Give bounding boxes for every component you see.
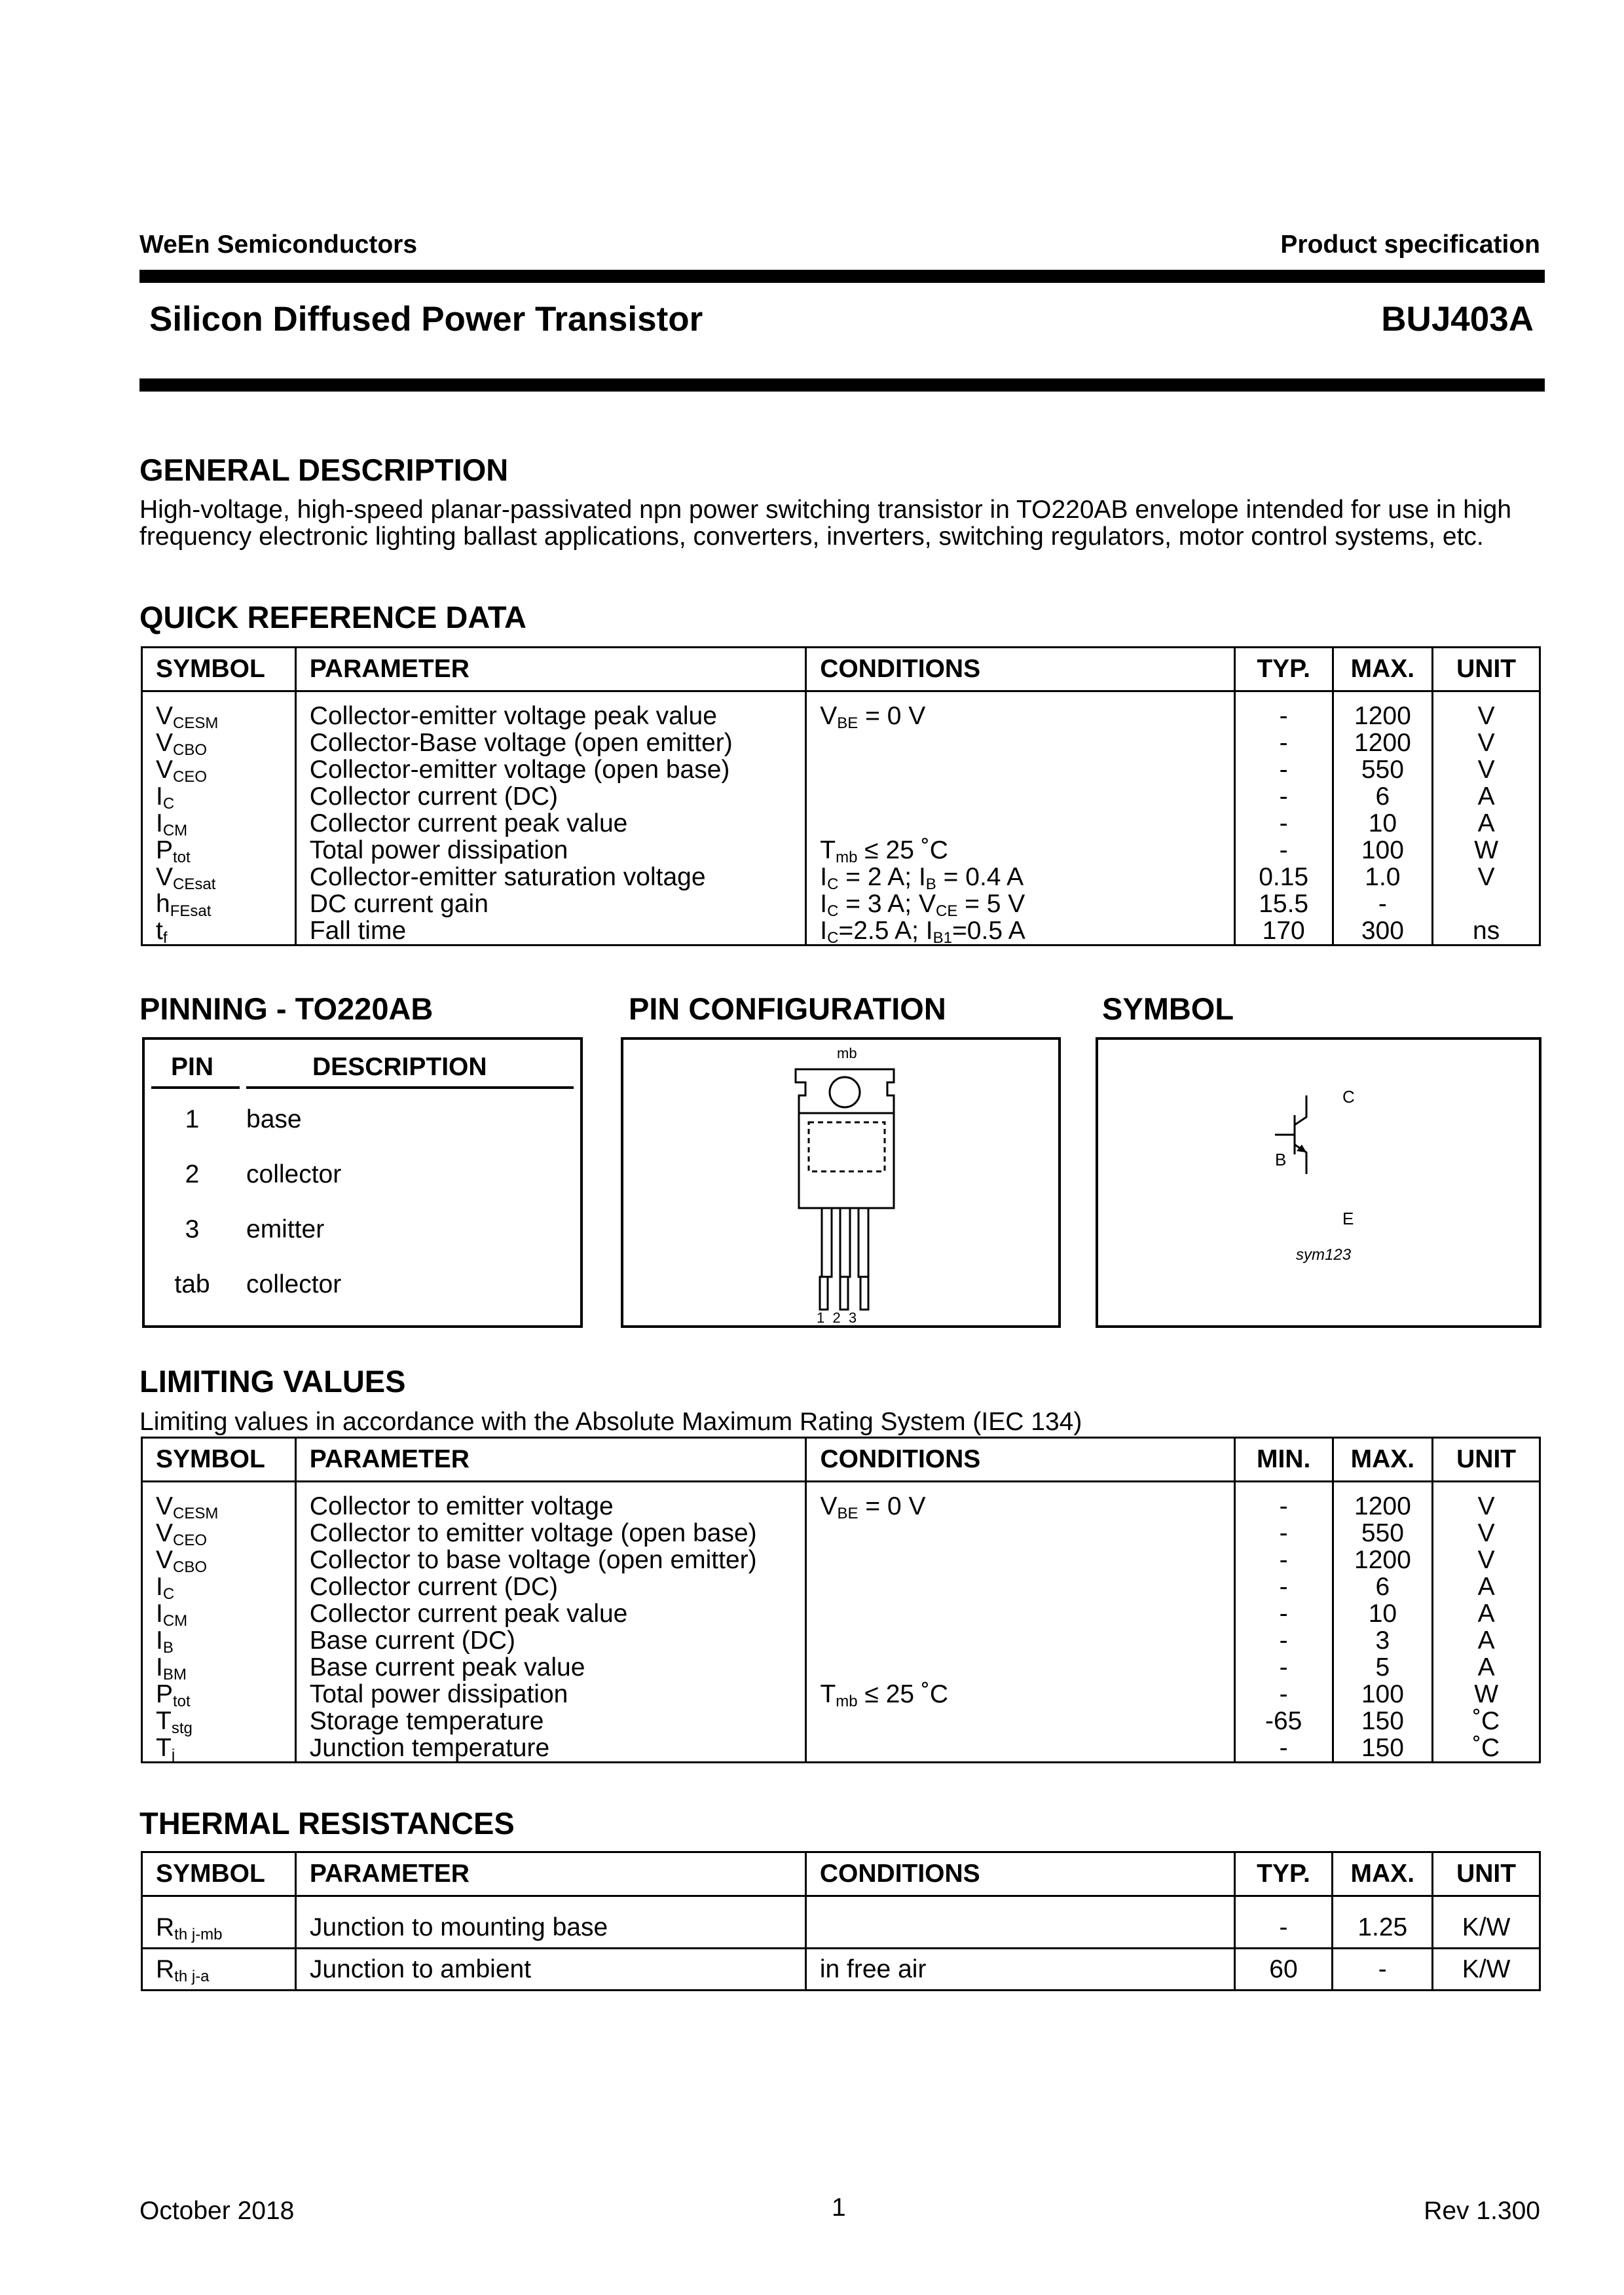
npn-transistor-symbol <box>1098 1040 1539 1325</box>
max-cell: 100 <box>1333 1681 1433 1708</box>
symbol-cell: $V_{CEO}$ <box>142 1520 296 1547</box>
table-row <box>142 1627 1540 1654</box>
conditions-cell <box>806 1573 1234 1600</box>
max-cell: 550 <box>1333 1520 1433 1547</box>
symbol-cell: $T_j$ <box>142 1735 296 1763</box>
desc-header-rule <box>246 1086 574 1089</box>
unit-cell: K/W <box>1433 1949 1540 1991</box>
pin-description: collector <box>246 1160 342 1188</box>
leads-upper <box>822 1208 868 1277</box>
pin-column-header: PIN <box>171 1053 214 1081</box>
table-row <box>142 756 1540 783</box>
general-description-heading: GENERAL DESCRIPTION <box>139 452 509 487</box>
typ-cell: - <box>1234 729 1333 756</box>
symbol-cell: $V_{CESM}$ <box>142 1482 296 1520</box>
part-number: BUJ403A <box>1381 300 1534 339</box>
table-row <box>142 729 1540 756</box>
typ-cell: - <box>1234 837 1333 864</box>
typ-cell: 60 <box>1234 1949 1333 1991</box>
max-cell: 1200 <box>1333 1547 1433 1573</box>
column-header: MAX. <box>1333 1852 1433 1896</box>
column-header: CONDITIONS <box>806 1438 1234 1482</box>
collector-lead <box>1295 1095 1306 1125</box>
base-label: B <box>1275 1150 1287 1169</box>
package-body <box>799 1113 894 1208</box>
conditions-cell <box>805 1896 1234 1949</box>
conditions-cell <box>806 1708 1234 1735</box>
pinning-heading: PINNING - TO220AB <box>139 991 434 1026</box>
max-cell: 1200 <box>1333 729 1433 756</box>
column-header: PARAMETER <box>295 1852 805 1896</box>
typ-cell: - <box>1234 691 1333 730</box>
general-description-text: High-voltage, high-speed planar-passivated npn power switching transistor in TO220AB envelope intended for use in high frequency electronic lighting ballast applications, converters, inverters, switching regulators, motor control systems, etc. <box>139 496 1512 551</box>
max-cell: 550 <box>1333 756 1433 783</box>
max-cell: - <box>1333 890 1433 917</box>
symbol-cell: $I_{CM}$ <box>142 1600 296 1627</box>
page-number: 1 <box>832 2194 846 2222</box>
conditions-cell <box>806 1520 1234 1547</box>
min-cell: - <box>1234 1600 1333 1627</box>
symbol-reference: sym123 <box>1296 1246 1352 1264</box>
parameter-cell: Collector current peak value <box>295 810 805 837</box>
symbol-cell: $I_{BM}$ <box>142 1654 296 1681</box>
parameter-cell: Total power dissipation <box>295 1681 806 1708</box>
min-cell: - <box>1234 1735 1333 1763</box>
column-header: CONDITIONS <box>805 1852 1234 1896</box>
unit-cell: ns <box>1433 917 1540 946</box>
min-cell: - <box>1234 1482 1333 1520</box>
table-row <box>142 1735 1540 1763</box>
max-cell: 1200 <box>1333 1482 1433 1520</box>
quick-reference-heading: QUICK REFERENCE DATA <box>139 600 526 634</box>
parameter-cell: Collector to base voltage (open emitter) <box>295 1547 806 1573</box>
column-header: PARAMETER <box>295 648 805 691</box>
parameter-cell: Base current (DC) <box>295 1627 806 1654</box>
pin-description: base <box>246 1105 302 1133</box>
unit-cell: ˚C <box>1433 1735 1540 1763</box>
symbol-cell: $I_C$ <box>142 783 296 810</box>
symbol-cell: $V_{CEsat}$ <box>142 864 296 890</box>
min-cell: - <box>1234 1573 1333 1600</box>
table-row <box>142 783 1540 810</box>
pin-number: tab <box>174 1270 210 1298</box>
parameter-cell: Collector-Base voltage (open emitter) <box>295 729 805 756</box>
limiting-values-table <box>141 1437 1541 1763</box>
min-cell: -65 <box>1234 1708 1333 1735</box>
max-cell: 10 <box>1333 810 1433 837</box>
conditions-cell <box>806 729 1235 756</box>
unit-cell: K/W <box>1433 1896 1540 1949</box>
conditions-cell <box>806 1735 1234 1763</box>
symbol-cell: $R_{th j-a}$ <box>142 1949 296 1991</box>
symbol-cell: $V_{CEO}$ <box>142 756 296 783</box>
parameter-cell: Fall time <box>295 917 805 946</box>
table-row <box>142 1708 1540 1735</box>
typ-cell: 15.5 <box>1234 890 1333 917</box>
quick-reference-table <box>141 646 1541 946</box>
table-row <box>142 1547 1540 1573</box>
symbol-cell: $I_C$ <box>142 1573 296 1600</box>
max-cell: 300 <box>1333 917 1433 946</box>
unit-cell: V <box>1433 691 1540 730</box>
conditions-cell: $I_C = 3$ A; $V_{CE} = 5$ V <box>806 890 1235 917</box>
conditions-cell: $V_{BE} = 0$ V <box>806 691 1235 730</box>
unit-cell: V <box>1433 864 1540 890</box>
pin-configuration-box <box>621 1037 1061 1328</box>
column-header: PARAMETER <box>295 1438 806 1482</box>
max-cell: - <box>1333 1949 1433 1991</box>
parameter-cell: Junction to ambient <box>295 1949 805 1991</box>
max-cell: 1200 <box>1333 691 1433 730</box>
pin-number: 3 <box>185 1215 200 1243</box>
unit-cell: V <box>1433 729 1540 756</box>
parameter-cell: Collector current (DC) <box>295 783 805 810</box>
max-cell: 3 <box>1333 1627 1433 1654</box>
unit-cell: V <box>1433 1520 1540 1547</box>
table-row <box>142 810 1540 837</box>
unit-cell: A <box>1433 1573 1540 1600</box>
symbol-heading: SYMBOL <box>1102 991 1234 1026</box>
company-name: WeEn Semiconductors <box>139 230 418 259</box>
document-type: Product specification <box>1280 230 1540 259</box>
footer-date: October 2018 <box>139 2197 295 2225</box>
conditions-cell: $T_{mb} \le 25$ ˚C <box>806 837 1235 864</box>
table-row <box>142 1949 1540 1991</box>
column-header: CONDITIONS <box>806 648 1235 691</box>
conditions-cell: $V_{BE} = 0$ V <box>806 1482 1234 1520</box>
typ-cell: - <box>1234 756 1333 783</box>
unit-cell: ˚C <box>1433 1708 1540 1735</box>
unit-cell: W <box>1433 837 1540 864</box>
unit-cell: A <box>1433 1627 1540 1654</box>
typ-cell: - <box>1234 810 1333 837</box>
pinning-table <box>142 1037 583 1328</box>
thermal-resistances-heading: THERMAL RESISTANCES <box>139 1806 515 1841</box>
typ-cell: 170 <box>1234 917 1333 946</box>
column-header: SYMBOL <box>142 648 296 691</box>
min-cell: - <box>1234 1654 1333 1681</box>
table-row <box>142 837 1540 864</box>
symbol-cell: $I_B$ <box>142 1627 296 1654</box>
column-header: MIN. <box>1234 1438 1333 1482</box>
emitter-label: E <box>1342 1209 1354 1228</box>
description-column-header: DESCRIPTION <box>312 1053 487 1081</box>
min-cell: - <box>1234 1520 1333 1547</box>
min-cell: - <box>1234 1547 1333 1573</box>
conditions-cell: $I_C=2.5$ A; $I_{B1}=0.5$ A <box>806 917 1235 946</box>
conditions-cell <box>806 756 1235 783</box>
column-header: SYMBOL <box>142 1852 296 1896</box>
header-rule-top <box>139 270 1545 283</box>
min-cell: - <box>1234 1627 1333 1654</box>
unit-cell: V <box>1433 1547 1540 1573</box>
max-cell: 1.0 <box>1333 864 1433 890</box>
table-row <box>142 1896 1540 1949</box>
column-header: TYP. <box>1234 648 1333 691</box>
conditions-cell: in free air <box>805 1949 1234 1991</box>
table-row <box>142 1600 1540 1627</box>
pin-configuration-heading: PIN CONFIGURATION <box>629 991 946 1026</box>
table-row <box>142 890 1540 917</box>
table-row <box>142 691 1540 730</box>
symbol-cell: $t_f$ <box>142 917 296 946</box>
table-row <box>142 1654 1540 1681</box>
parameter-cell: Base current peak value <box>295 1654 806 1681</box>
pin-description: collector <box>246 1270 342 1298</box>
parameter-cell: Storage temperature <box>295 1708 806 1735</box>
unit-cell: A <box>1433 783 1540 810</box>
pin-number: 2 <box>185 1160 200 1188</box>
symbol-cell: $T_{stg}$ <box>142 1708 296 1735</box>
page-title: Silicon Diffused Power Transistor <box>149 300 703 339</box>
die-outline <box>809 1122 885 1171</box>
conditions-cell <box>806 810 1235 837</box>
conditions-cell <box>806 1627 1234 1654</box>
parameter-cell: Collector-emitter voltage peak value <box>295 691 805 730</box>
column-header: MAX. <box>1333 1438 1433 1482</box>
column-header: SYMBOL <box>142 1438 296 1482</box>
symbol-cell: $P_{tot}$ <box>142 837 296 864</box>
table-row <box>142 1573 1540 1600</box>
limiting-values-intro: Limiting values in accordance with the Absolute Maximum Rating System (IEC 134) <box>139 1408 1082 1436</box>
max-cell: 6 <box>1333 783 1433 810</box>
table-row <box>142 1520 1540 1547</box>
max-cell: 150 <box>1333 1708 1433 1735</box>
conditions-cell <box>806 1547 1234 1573</box>
table-row <box>142 864 1540 890</box>
typ-cell: - <box>1234 783 1333 810</box>
typ-cell: 0.15 <box>1234 864 1333 890</box>
conditions-cell: $I_C = 2$ A; $I_B = 0.4$ A <box>806 864 1235 890</box>
symbol-cell: $V_{CESM}$ <box>142 691 296 730</box>
unit-cell: A <box>1433 1600 1540 1627</box>
max-cell: 150 <box>1333 1735 1433 1763</box>
symbol-cell: $P_{tot}$ <box>142 1681 296 1708</box>
parameter-cell: Collector-emitter voltage (open base) <box>295 756 805 783</box>
parameter-cell: Collector current (DC) <box>295 1573 806 1600</box>
parameter-cell: Collector to emitter voltage <box>295 1482 806 1520</box>
pin-header-rule <box>151 1086 240 1089</box>
column-header: TYP. <box>1234 1852 1333 1896</box>
typ-cell: - <box>1234 1896 1333 1949</box>
symbol-cell: $h_{FEsat}$ <box>142 890 296 917</box>
header-rule-bottom <box>139 378 1545 392</box>
limiting-values-heading: LIMITING VALUES <box>139 1364 406 1399</box>
parameter-cell: Junction temperature <box>295 1735 806 1763</box>
leads-lower <box>820 1277 868 1310</box>
max-cell: 100 <box>1333 837 1433 864</box>
table-row <box>142 1681 1540 1708</box>
symbol-box <box>1096 1037 1541 1328</box>
unit-cell: V <box>1433 1482 1540 1520</box>
symbol-cell: $V_{CBO}$ <box>142 1547 296 1573</box>
unit-cell <box>1433 890 1540 917</box>
mb-label: mb <box>837 1045 857 1061</box>
unit-cell: A <box>1433 810 1540 837</box>
parameter-cell: Collector current peak value <box>295 1600 806 1627</box>
symbol-cell: $V_{CBO}$ <box>142 729 296 756</box>
parameter-cell: Total power dissipation <box>295 837 805 864</box>
max-cell: 5 <box>1333 1654 1433 1681</box>
column-header: MAX. <box>1333 648 1433 691</box>
parameter-cell: Junction to mounting base <box>295 1896 805 1949</box>
max-cell: 6 <box>1333 1573 1433 1600</box>
conditions-cell <box>806 1600 1234 1627</box>
parameter-cell: Collector-emitter saturation voltage <box>295 864 805 890</box>
collector-label: C <box>1342 1087 1355 1107</box>
max-cell: 1.25 <box>1333 1896 1433 1949</box>
unit-cell: V <box>1433 756 1540 783</box>
unit-cell: W <box>1433 1681 1540 1708</box>
to220-package-drawing <box>623 1040 1058 1325</box>
table-row <box>142 917 1540 946</box>
unit-cell: A <box>1433 1654 1540 1681</box>
pin-numbers-label: 1 2 3 <box>817 1310 857 1326</box>
conditions-cell <box>806 783 1235 810</box>
parameter-cell: DC current gain <box>295 890 805 917</box>
column-header: UNIT <box>1433 1438 1540 1482</box>
column-header: UNIT <box>1433 1852 1540 1896</box>
conditions-cell: $T_{mb} \le 25$ ˚C <box>806 1681 1234 1708</box>
symbol-cell: $I_{CM}$ <box>142 810 296 837</box>
footer-revision: Rev 1.300 <box>1424 2197 1540 2225</box>
pin-number: 1 <box>185 1105 200 1133</box>
parameter-cell: Collector to emitter voltage (open base) <box>295 1520 806 1547</box>
min-cell: - <box>1234 1681 1333 1708</box>
symbol-cell: $R_{th j-mb}$ <box>142 1896 296 1949</box>
pin-description: emitter <box>246 1215 325 1243</box>
max-cell: 10 <box>1333 1600 1433 1627</box>
table-row <box>142 1482 1540 1520</box>
thermal-resistances-table <box>141 1851 1541 1991</box>
conditions-cell <box>806 1654 1234 1681</box>
column-header: UNIT <box>1433 648 1540 691</box>
mounting-hole <box>830 1077 860 1107</box>
